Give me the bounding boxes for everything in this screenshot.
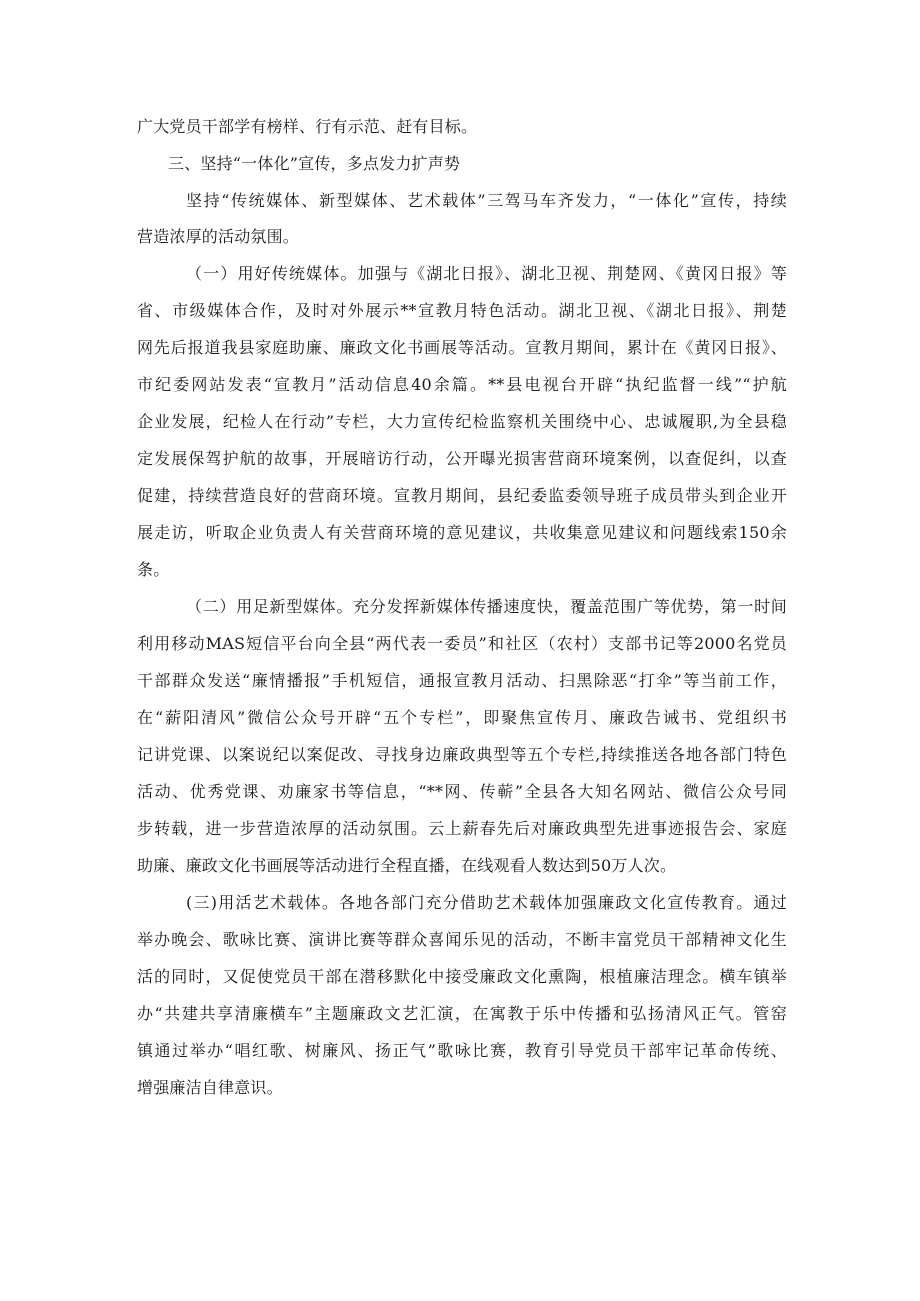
text-line: (三)用活艺术载体。各地各部门充分借助艺术载体加强廉政文化宣传教育。通过: [186, 893, 787, 912]
text-line: 展走访，听取企业负责人有关营商环境的意见建议，共收集意见建议和问题线索150余: [137, 523, 787, 542]
text-line: 记讲党课、以案说纪以案促改、寻找身边廉政典型等五个专栏,持续推送各地各部门特色: [137, 745, 787, 764]
text-line: 营造浓厚的活动氛围。: [137, 227, 300, 246]
text-line: 在“薪阳清风”微信公众号开辟“五个专栏”，即聚焦宣传月、廉政告诫书、党组织书: [137, 708, 787, 727]
text-line: （二）用足新型媒体。充分发挥新媒体传播速度快，覆盖范围广等优势，第一时间: [186, 597, 787, 616]
text-line: 市纪委网站发表“宣教月”活动信息40余篇。**县电视台开辟“执纪监督一线”“护航: [137, 375, 787, 394]
text-line: 活动、优秀党课、劝廉家书等信息，“**网、传蕲”全县各大知名网站、微信公众号同: [137, 782, 787, 801]
text-line: 助廉、廉政文化书画展等活动进行全程直播，在线观看人数达到50万人次。: [137, 856, 677, 875]
text-line: 镇通过举办“唱红歌、树廉风、扬正气”歌咏比赛，教育引导党员干部牢记革命传统、: [137, 1041, 787, 1060]
text-line: 活的同时，又促使党员干部在潜移默化中接受廉政文化熏陶，根植廉洁理念。横车镇举: [137, 967, 787, 986]
text-line: 省、市级媒体合作，及时对外展示**宣教月特色活动。湖北卫视、《湖北日报》、荆楚: [137, 301, 787, 320]
text-line: 步转载，进一步营造浓厚的活动氛围。云上薪春先后对廉政典型先进事迹报告会、家庭: [137, 819, 787, 838]
text-line: 企业发展，纪检人在行动”专栏，大力宣传纪检监察机关围绕中心、忠诚履职,为全县稳: [137, 412, 787, 431]
text-line: 办“共建共享清廉横车”主题廉政文艺汇演，在寓教于乐中传播和弘扬清风正气。管窑: [137, 1004, 787, 1023]
text-line: 定发展保驾护航的故事，开展暗访行动，公开曝光损害营商环境案例，以查促纠，以查: [137, 449, 787, 468]
text-line: （一）用好传统媒体。加强与《湖北日报》、湖北卫视、荆楚网、《黄冈日报》等: [186, 264, 787, 283]
text-line: 网先后报道我县家庭助廉、廉政文化书画展等活动。宣教月期间，累计在《黄冈日报》、: [137, 338, 787, 357]
text-line: 增强廉洁自律意识。: [137, 1078, 283, 1097]
text-line: 促建，持续营造良好的营商环境。宣教月期间，县纪委监委领导班子成员带头到企业开: [137, 486, 787, 505]
section-heading: 三、坚持“一体化”宣传，多点发力扩声势: [168, 154, 461, 173]
text-line: 坚持“传统媒体、新型媒体、艺术载体”三驾马车齐发力，“一体化”宣传，持续: [186, 191, 787, 210]
text-line: 条。: [137, 560, 170, 579]
text-line: 广大党员干部学有榜样、行有示范、赶有目标。: [137, 117, 478, 136]
text-line: 利用移动MAS短信平台向全县“两代表一委员”和社区（农村）支部书记等2000名党员: [137, 634, 787, 653]
text-line: 举办晚会、歌咏比赛、演讲比赛等群众喜闻乐见的活动，不断丰富党员干部精神文化生: [137, 930, 787, 949]
text-line: 干部群众发送“廉情播报”手机短信，通报宣教月活动、扫黑除恶“打伞”等当前工作，: [137, 671, 787, 690]
